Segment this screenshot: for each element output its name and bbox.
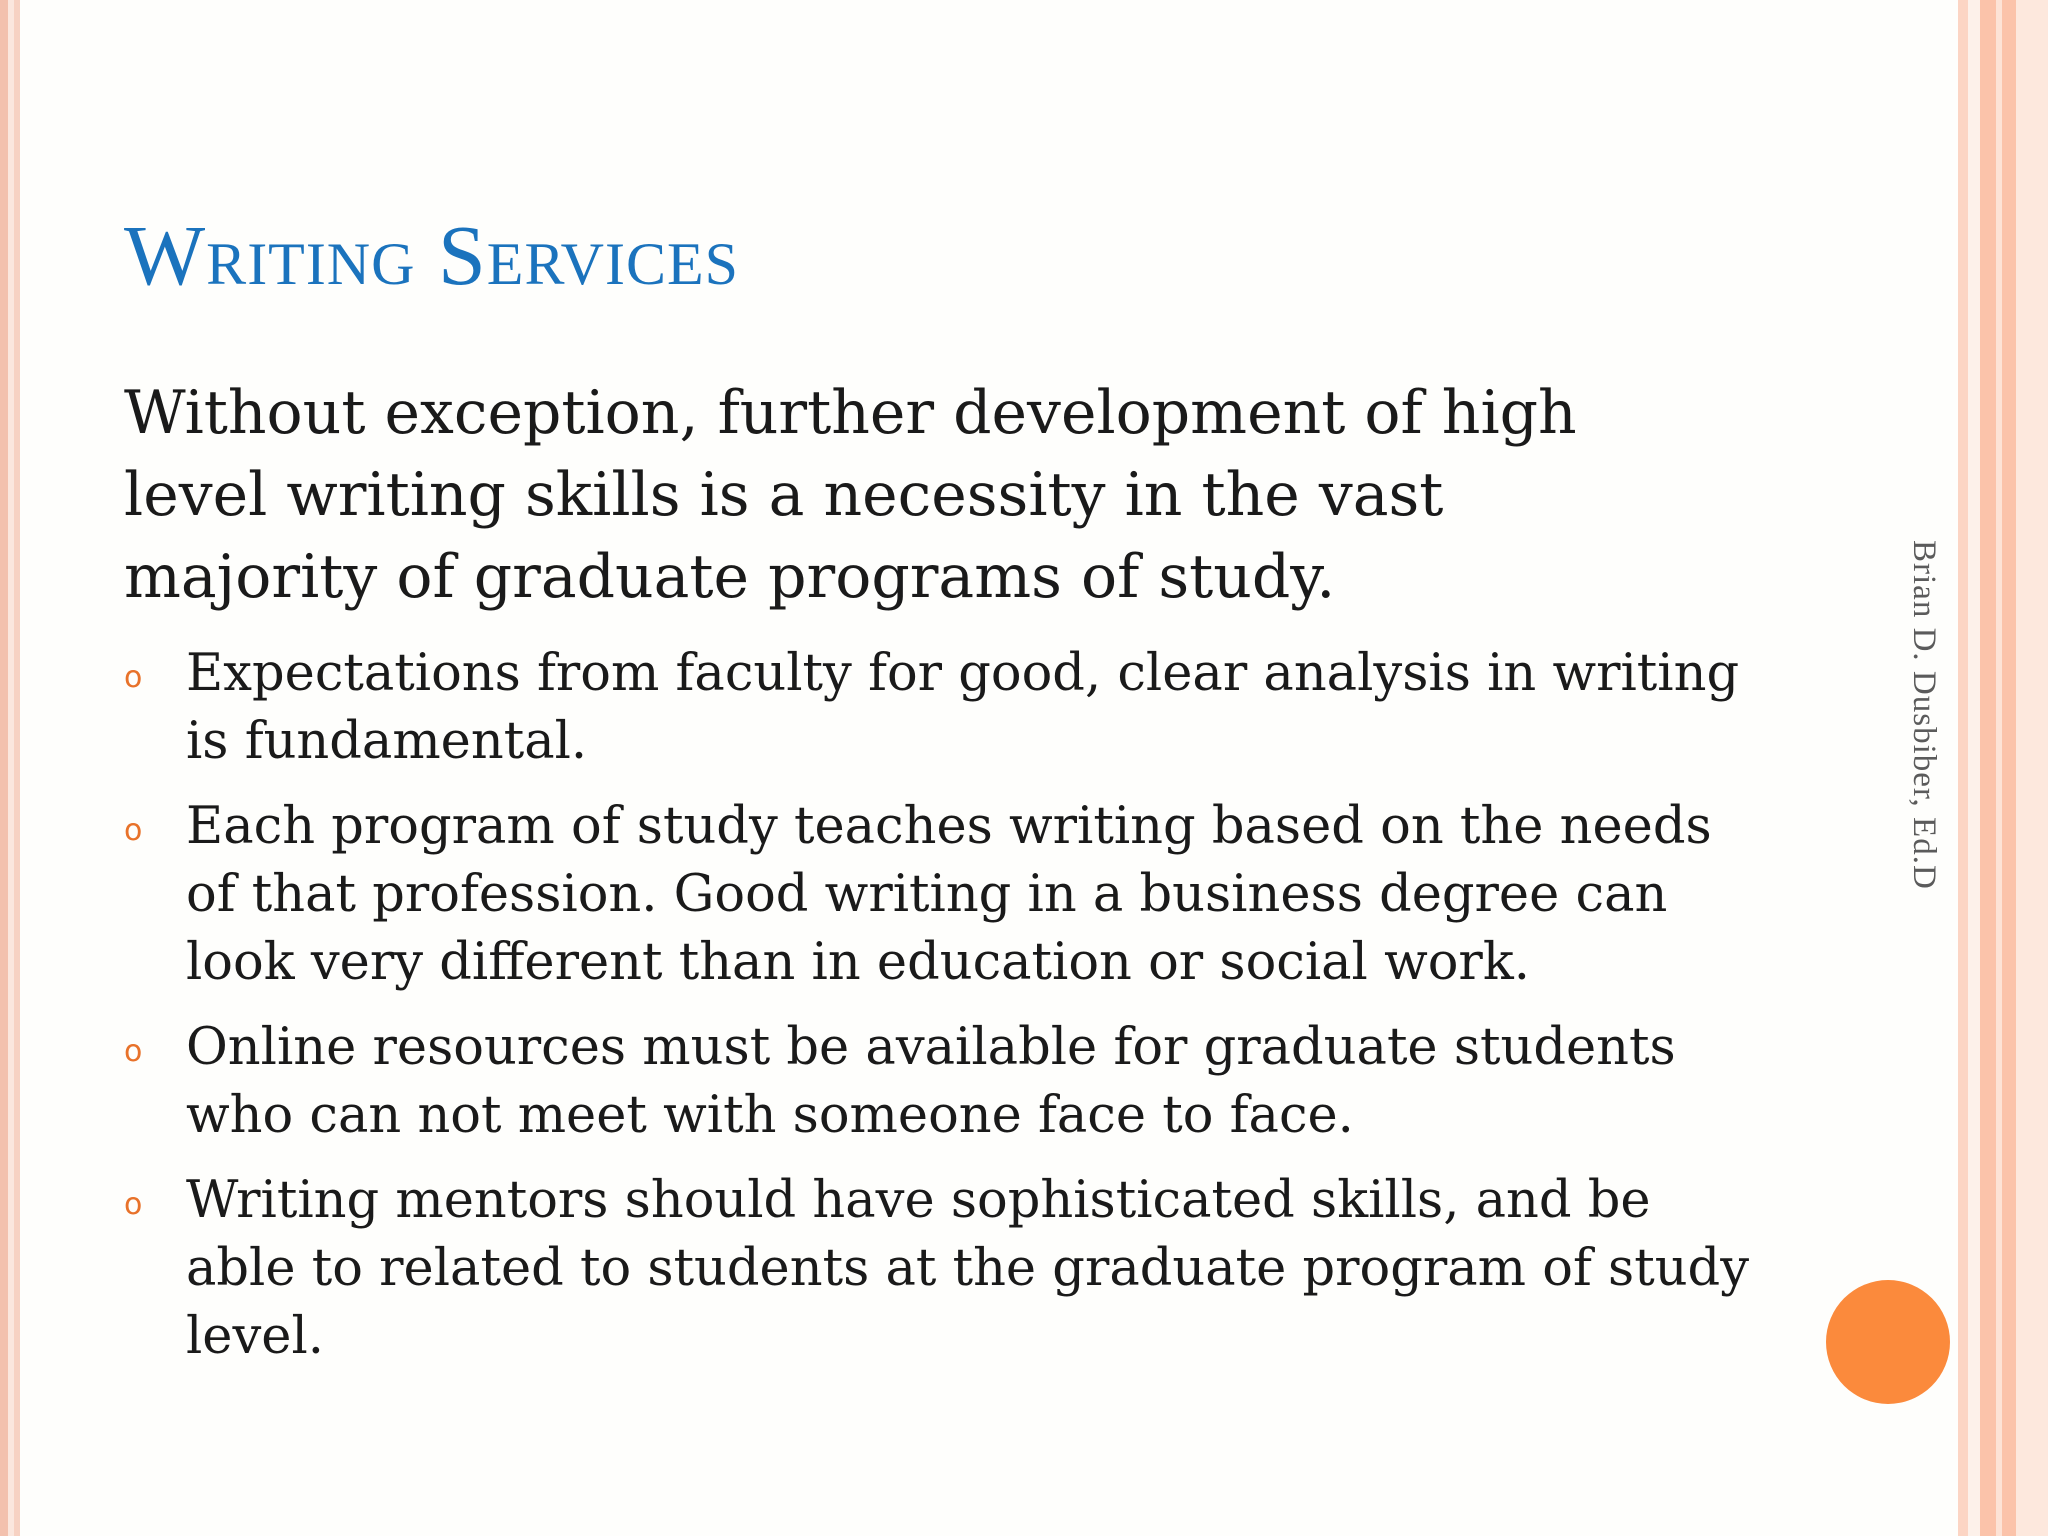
bullet-list <box>124 640 1764 1388</box>
slide-intro-text: Without exception, further development of high level writing skills is a necessity in the vast majority of graduate programs of study. <box>124 378 1577 612</box>
bullet-text: Expectations from faculty for good, clear analysis in writing is fundamental. <box>186 644 1740 771</box>
bullet-text: Each program of study teaches writing based on the needs of that profession. Good writing in a business degree can look very different than in education or social work. <box>186 797 1712 992</box>
bullet-item <box>124 793 1764 997</box>
bullet-item <box>124 640 1764 776</box>
bullet-text: Online resources must be available for graduate students who can not meet with someone face to face. <box>186 1018 1676 1145</box>
bullet-text: Writing mentors should have sophisticated skills, and be able to related to students at the graduate program of study level. <box>186 1171 1750 1366</box>
bullet-circle-icon: o <box>124 1187 143 1222</box>
left-decorative-border <box>0 0 20 1536</box>
bullet-circle-icon: o <box>124 813 143 848</box>
bullet-item <box>124 1014 1764 1150</box>
right-decorative-stripe <box>2002 0 2016 1536</box>
right-decorative-stripe <box>1968 0 1980 1536</box>
bullet-circle-icon: o <box>124 660 143 695</box>
bullet-circle-icon: o <box>124 1034 143 1069</box>
author-credit: Brian D. Dusbiber, Ed.D <box>1906 540 1942 890</box>
right-decorative-stripe <box>2016 0 2048 1536</box>
bullet-item <box>124 1167 1764 1371</box>
right-decorative-stripe <box>1958 0 1968 1536</box>
slide-title: Writing Services <box>124 207 740 303</box>
orange-circle-decoration <box>1826 1280 1950 1404</box>
right-decorative-stripe <box>1980 0 1996 1536</box>
